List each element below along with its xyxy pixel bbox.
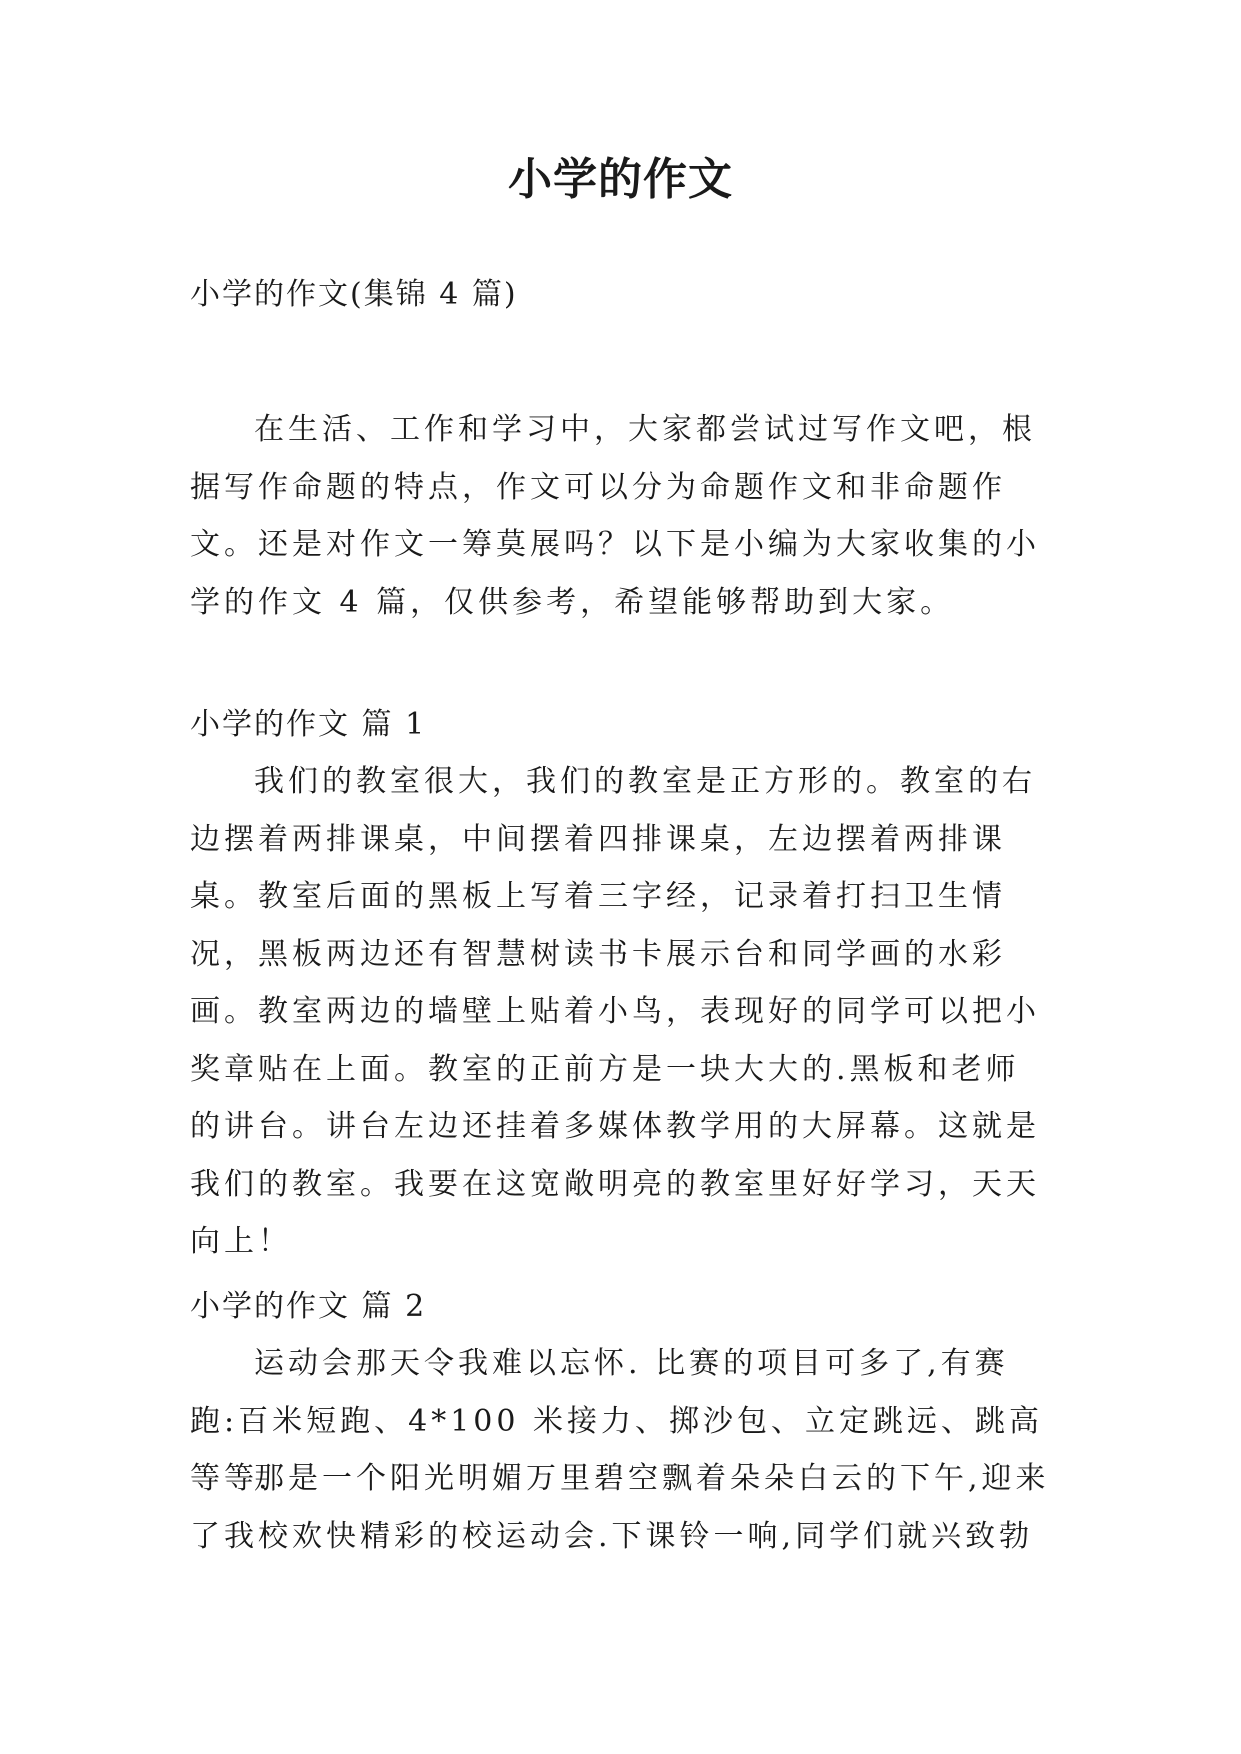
section-heading-1: 小学的作文 篇 1 — [190, 707, 427, 742]
document-subtitle: 小学的作文(集锦 4 篇) — [190, 277, 518, 312]
document-title: 小学的作文 — [508, 154, 733, 205]
section-heading-2: 小学的作文 篇 2 — [190, 1289, 427, 1324]
section-2-paragraph-1: 运动会那天令我难以忘怀. 比赛的项目可多了,有赛跑:百米短跑、4*100 米接力、掷沙包、立定跳远、跳高等等. — [190, 1346, 1043, 1496]
section-1-paragraph-1: 我们的教室很大，我们的教室是正方形的。教室的右边摆着两排课桌，中间摆着四排课桌，左边摆着两排课桌。教室后面的黑板上写着三字经，记录着打扫卫生情况，黑板两边还有智慧树读书卡展示台和同学画的水彩画。教室两边的墙壁上贴着小鸟，表现好的同学可以把小奖章贴在上面。教室的正前方是一块大大的.黑板和老师的讲台。讲台左边还挂着多媒体教学用的大屏幕。这就是我们的教室。我要在这宽敞明亮的教室里好好学习，天天向上！ — [190, 764, 1040, 1259]
section-2-paragraph-2: 那是一个阳光明媚万里碧空飘着朵朵白云的下午,迎来了我校欢快精彩的校运动会.下课铃一响,同学们就兴致勃 — [190, 1461, 1050, 1554]
intro-paragraph: 在生活、工作和学习中，大家都尝试过写作文吧，根据写作命题的特点，作文可以分为命题作文和非命题作文。还是对作文一筹莫展吗？以下是小编为大家收集的小学的作文 4 篇，仅供参考，希望能够帮助到大家。 — [190, 412, 1040, 620]
